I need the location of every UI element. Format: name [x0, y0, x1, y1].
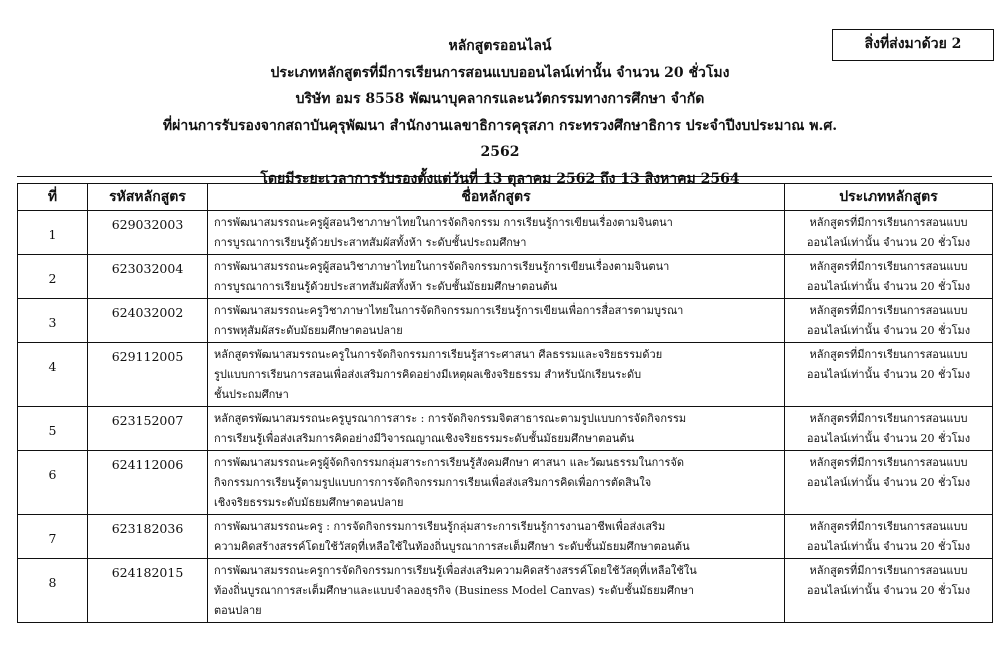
course-type-line: ออนไลน์เท่านั้น จำนวน 20 ชั่วโมง	[806, 584, 971, 597]
course-name-line: ตอนปลาย	[214, 604, 262, 617]
course-name-line: การบูรณาการเรียนรู้ด้วยประสาทสัมผัสทั้งห้า ระดับชั้นมัธยมศึกษาตอนต้น	[214, 280, 558, 293]
course-code: 623182036	[88, 515, 208, 559]
course-type-line: ออนไลน์เท่านั้น จำนวน 20 ชั่วโมง	[806, 476, 971, 489]
row-number: 2	[18, 255, 88, 299]
course-name-line: หลักสูตรพัฒนาสมรรถนะครูบูรณาการสาระ : การจัดกิจกรรมจิตสาธารณะตามรูปแบบการจัดกิจกรรม	[214, 412, 687, 425]
course-type-line: ออนไลน์เท่านั้น จำนวน 20 ชั่วโมง	[806, 368, 971, 381]
course-name-line: ความคิดสร้างสรรค์โดยใช้วัสดุที่เหลือใช้ในท้องถิ่นบูรณาการสะเต็มศึกษา ระดับชั้นมัธยมศึกษาตอนต้น	[214, 540, 690, 553]
course-code: 624182015	[88, 559, 208, 623]
header-title: หลักสูตรออนไลน์	[448, 38, 552, 54]
header-period: โดยมีระยะเวลาการรับรองตั้งแต่วันที่ 13 ตุลาคม 2562 ถึง 13 สิงหาคม 2564	[260, 170, 740, 187]
table-row	[18, 407, 993, 451]
course-type-line: ออนไลน์เท่านั้น จำนวน 20 ชั่วโมง	[806, 236, 971, 249]
course-name	[208, 255, 785, 299]
course-name	[208, 515, 785, 559]
row-number: 7	[18, 515, 88, 559]
course-name	[208, 451, 785, 515]
column-header-name: ชื่อหลักสูตร	[208, 184, 785, 211]
course-name	[208, 559, 785, 623]
row-number: 4	[18, 343, 88, 407]
course-name-line: ท้องถิ่นบูรณาการสะเต็มศึกษาและแบบจำลองธุรกิจ (Business Model Canvas) ระดับชั้นมัธยมศึกษา	[214, 584, 695, 597]
course-type	[785, 255, 993, 299]
course-type-line: หลักสูตรที่มีการเรียนการสอนแบบ	[809, 216, 968, 229]
course-name-line: การเรียนรู้เพื่อส่งเสริมการคิดอย่างมีวิจารณญาณเชิงจริยธรรมระดับชั้นมัธยมศึกษาตอนต้น	[214, 432, 635, 445]
course-type	[785, 407, 993, 451]
course-name-line: รูปแบบการเรียนการสอนเพื่อส่งเสริมการคิดอย่างมีเหตุผลเชิงจริยธรรม สำหรับนักเรียนระดับ	[214, 368, 642, 381]
course-type-line: หลักสูตรที่มีการเรียนการสอนแบบ	[809, 412, 968, 425]
course-code: 629112005	[88, 343, 208, 407]
course-type	[785, 343, 993, 407]
course-type	[785, 515, 993, 559]
course-name-line: ชั้นประถมศึกษา	[214, 388, 289, 401]
row-number: 5	[18, 407, 88, 451]
course-type	[785, 211, 993, 255]
course-name	[208, 407, 785, 451]
table-row	[18, 343, 993, 407]
header-accreditation: ที่ผ่านการรับรองจากสถาบันคุรุพัฒนา สำนักงานเลขาธิการคุรุสภา กระทรวงศึกษาธิการ ประจำปีงบประมาณ พ.ศ. 2562	[162, 117, 838, 160]
course-name-line: การพัฒนาสมรรถนะครูการจัดกิจกรรมการเรียนรู้เพื่อส่งเสริมความคิดสร้างสรรค์โดยใช้วัสดุที่เหลือใช้ใน	[214, 564, 697, 577]
course-type-line: หลักสูตรที่มีการเรียนการสอนแบบ	[809, 564, 968, 577]
row-number: 8	[18, 559, 88, 623]
course-code: 629032003	[88, 211, 208, 255]
course-code: 624032002	[88, 299, 208, 343]
course-name-line: การพหุสัมผัสระดับมัธยมศึกษาตอนปลาย	[214, 324, 403, 337]
course-type-line: หลักสูตรที่มีการเรียนการสอนแบบ	[809, 348, 968, 361]
course-code: 623032004	[88, 255, 208, 299]
table-row	[18, 451, 993, 515]
course-name-line: การพัฒนาสมรรถนะครูผู้สอนวิชาภาษาไทยในการจัดกิจกรรม การเรียนรู้การเขียนเรื่องตามจินตนา	[214, 216, 673, 229]
course-name-line: การพัฒนาสมรรถนะครูวิชาภาษาไทยในการจัดกิจกรรมการเรียนรู้การเขียนเพื่อการสื่อสารตามบูรณา	[214, 304, 684, 317]
column-header-code: รหัสหลักสูตร	[88, 184, 208, 211]
course-name-line: หลักสูตรพัฒนาสมรรถนะครูในการจัดกิจกรรมการเรียนรู้สาระศาสนา ศีลธรรมและจริยธรรมด้วย	[214, 348, 663, 361]
course-name-line: การบูรณาการเรียนรู้ด้วยประสาทสัมผัสทั้งห้า ระดับชั้นประถมศึกษา	[214, 236, 527, 249]
table-row	[18, 255, 993, 299]
table-row	[18, 299, 993, 343]
course-code: 623152007	[88, 407, 208, 451]
course-name	[208, 343, 785, 407]
table-header-row	[18, 184, 993, 211]
course-code: 624112006	[88, 451, 208, 515]
course-type	[785, 299, 993, 343]
course-name-line: กิจกรรมการเรียนรู้ตามรูปแบบการการจัดกิจกรรมการเรียนเพื่อส่งเสริมการคิดเพื่อการตัดสินใจ	[214, 476, 652, 489]
course-type-line: หลักสูตรที่มีการเรียนการสอนแบบ	[809, 456, 968, 469]
course-type-line: หลักสูตรที่มีการเรียนการสอนแบบ	[809, 304, 968, 317]
attachment-label: สิ่งที่ส่งมาด้วย 2	[832, 29, 994, 61]
course-name	[208, 299, 785, 343]
course-name-line: การพัฒนาสมรรถนะครูผู้สอนวิชาภาษาไทยในการจัดกิจกรรมการเรียนรู้การเขียนเรื่องตามจินตนา	[214, 260, 670, 273]
course-type	[785, 559, 993, 623]
course-type	[785, 451, 993, 515]
course-type-line: หลักสูตรที่มีการเรียนการสอนแบบ	[809, 260, 968, 273]
course-type-line: ออนไลน์เท่านั้น จำนวน 20 ชั่วโมง	[806, 280, 971, 293]
row-number: 3	[18, 299, 88, 343]
document-header	[150, 33, 850, 192]
column-header-type: ประเภทหลักสูตร	[785, 184, 993, 211]
table-row	[18, 211, 993, 255]
table-row	[18, 515, 993, 559]
header-company: บริษัท อมร 8558 พัฒนาบุคลากรและนวัตกรรมทางการศึกษา จำกัด	[295, 91, 705, 107]
row-number: 1	[18, 211, 88, 255]
header-course-type: ประเภทหลักสูตรที่มีการเรียนการสอนแบบออนไลน์เท่านั้น จำนวน 20 ชั่วโมง	[270, 64, 730, 81]
course-name-line: การพัฒนาสมรรถนะครู : การจัดกิจกรรมการเรียนรู้กลุ่มสาระการเรียนรู้การงานอาชีพเพื่อส่งเสริม	[214, 520, 666, 533]
table-row	[18, 559, 993, 623]
course-type-line: หลักสูตรที่มีการเรียนการสอนแบบ	[809, 520, 968, 533]
course-name-line: เชิงจริยธรรมระดับมัธยมศึกษาตอนปลาย	[214, 496, 404, 509]
column-header-no: ที่	[18, 184, 88, 211]
course-name	[208, 211, 785, 255]
course-type-line: ออนไลน์เท่านั้น จำนวน 20 ชั่วโมง	[806, 324, 971, 337]
top-rule	[17, 176, 992, 177]
course-type-line: ออนไลน์เท่านั้น จำนวน 20 ชั่วโมง	[806, 540, 971, 553]
course-table	[17, 183, 993, 623]
course-type-line: ออนไลน์เท่านั้น จำนวน 20 ชั่วโมง	[806, 432, 971, 445]
course-name-line: การพัฒนาสมรรถนะครูผู้จัดกิจกรรมกลุ่มสาระการเรียนรู้สังคมศึกษา ศาสนา และวัฒนธรรมในการจัด	[214, 456, 684, 469]
row-number: 6	[18, 451, 88, 515]
